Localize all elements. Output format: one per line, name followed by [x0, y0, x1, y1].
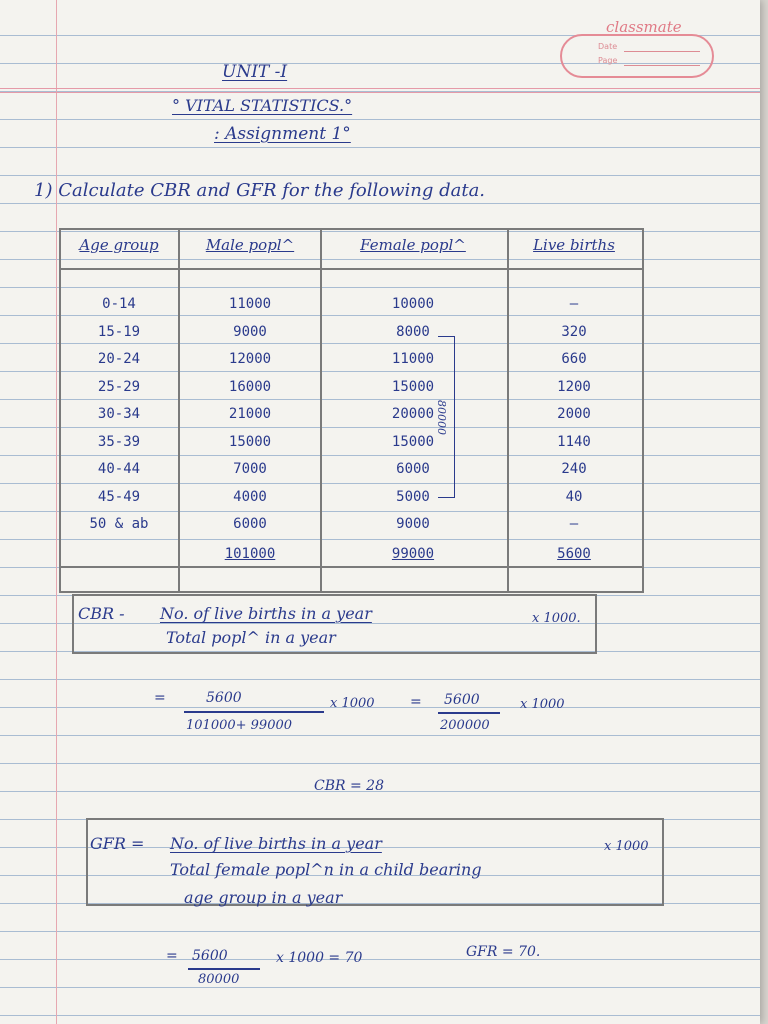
table-cell: 11000 — [228, 296, 272, 312]
cbr-label: CBR - — [78, 604, 125, 623]
table-cell: 0-14 — [102, 296, 136, 312]
table-cell: 6000 — [396, 461, 430, 477]
table-cell: 16000 — [228, 378, 272, 395]
brand-logo: classmate — [606, 18, 682, 36]
totals-rule — [59, 566, 644, 568]
table-cell: 5000 — [396, 488, 430, 505]
table-cell: – — [569, 516, 579, 532]
gfr-step-bar — [188, 968, 260, 970]
header-rule-bottom — [0, 92, 760, 93]
table-cell: 15000 — [228, 433, 272, 450]
cbr-multiplier: x 1000. — [532, 611, 581, 626]
gfr-denominator-line2: age group in a year — [184, 888, 343, 907]
table-total-cell: 101000 — [224, 546, 276, 562]
table-cell: 11000 — [391, 351, 435, 367]
gfr-step-numerator: 5600 — [192, 948, 228, 964]
unit-heading: UNIT -I — [222, 62, 288, 82]
gfr-result: GFR = 70. — [466, 944, 541, 960]
topic-heading: ° VITAL STATISTICS.° — [172, 96, 353, 115]
table-cell: 20000 — [391, 406, 435, 422]
table-cell: 6000 — [233, 516, 267, 532]
table-cell: 15000 — [391, 433, 435, 450]
table-cell: 12000 — [228, 351, 272, 367]
cbr-step2-multiplier: x 1000 — [520, 697, 565, 712]
table-cell: 660 — [561, 351, 587, 367]
table-cell: 21000 — [228, 406, 272, 422]
cbr-denominator: Total popl^ in a year — [166, 628, 336, 647]
cbr-result: CBR = 28 — [314, 778, 384, 794]
table-cell: 9000 — [233, 323, 267, 340]
gfr-denominator-line1: Total female popl^n in a child bearing — [170, 860, 482, 879]
cbr-step1-numerator: 5600 — [206, 690, 242, 706]
table-header-cell: Live births — [533, 236, 615, 254]
table-cell: 320 — [561, 323, 587, 340]
gfr-multiplier: x 1000 — [604, 839, 649, 854]
cbr-step2-denominator: 200000 — [440, 718, 490, 733]
table-cell: 4000 — [233, 488, 267, 505]
table-cell: 1140 — [557, 433, 591, 450]
question-text: 1) Calculate CBR and GFR for the following data. — [34, 180, 486, 201]
table-total-cell: 5600 — [557, 546, 591, 562]
table-cell: 240 — [561, 461, 587, 477]
gfr-numerator: No. of live births in a year — [170, 834, 382, 853]
header-rule — [59, 268, 644, 270]
table-cell: 15-19 — [97, 323, 141, 340]
cbr-step1-multiplier: x 1000 — [330, 696, 375, 711]
table-cell: 15000 — [391, 378, 435, 395]
date-label: Date — [598, 42, 618, 51]
gfr-step-denominator: 80000 — [198, 972, 240, 987]
table-cell: 30-34 — [97, 406, 141, 422]
table-cell: 35-39 — [97, 433, 141, 450]
table-total-cell: 99000 — [391, 546, 435, 562]
table-cell: 25-29 — [97, 378, 141, 395]
date-line — [624, 51, 700, 52]
table-cell: 50 & ab — [89, 516, 149, 532]
cbr-step-equals-2: = — [410, 694, 422, 710]
gfr-step-multiplier: x 1000 = 70 — [276, 950, 363, 966]
table-cell: 7000 — [233, 461, 267, 477]
cbr-step2-numerator: 5600 — [444, 692, 480, 708]
gfr-step-equals: = — [166, 948, 178, 964]
table-cell: 20-24 — [97, 351, 141, 367]
table-cell: 8000 — [396, 323, 430, 340]
table-cell: – — [569, 296, 579, 312]
margin-line — [56, 0, 57, 1024]
cbr-step1-bar — [184, 711, 324, 713]
table-cell: 9000 — [396, 516, 430, 532]
table-cell: 45-49 — [97, 488, 141, 505]
cbr-step2-bar — [438, 712, 500, 714]
gfr-label: GFR = — [90, 834, 145, 853]
page-label: Page — [598, 56, 618, 65]
assignment-heading: : Assignment 1° — [214, 124, 351, 144]
cbr-numerator: No. of live births in a year — [160, 604, 372, 623]
table-header-cell: Female popl^ — [360, 236, 466, 254]
date-page-stamp — [560, 34, 714, 78]
table-header-cell: Age group — [79, 236, 159, 254]
table-header-cell: Male popl^ — [205, 236, 295, 254]
cbr-step1-denominator: 101000+ 99000 — [186, 718, 293, 733]
table-cell: 40 — [565, 488, 583, 505]
header-rule-top — [0, 88, 760, 89]
table-cell: 1200 — [557, 378, 591, 395]
cbr-step-equals: = — [154, 690, 166, 706]
table-cell: 10000 — [391, 296, 435, 312]
table-cell: 2000 — [557, 406, 591, 422]
table-cell: 40-44 — [97, 461, 141, 477]
page-line — [624, 65, 700, 66]
bracket-note: 80000 — [435, 400, 448, 435]
